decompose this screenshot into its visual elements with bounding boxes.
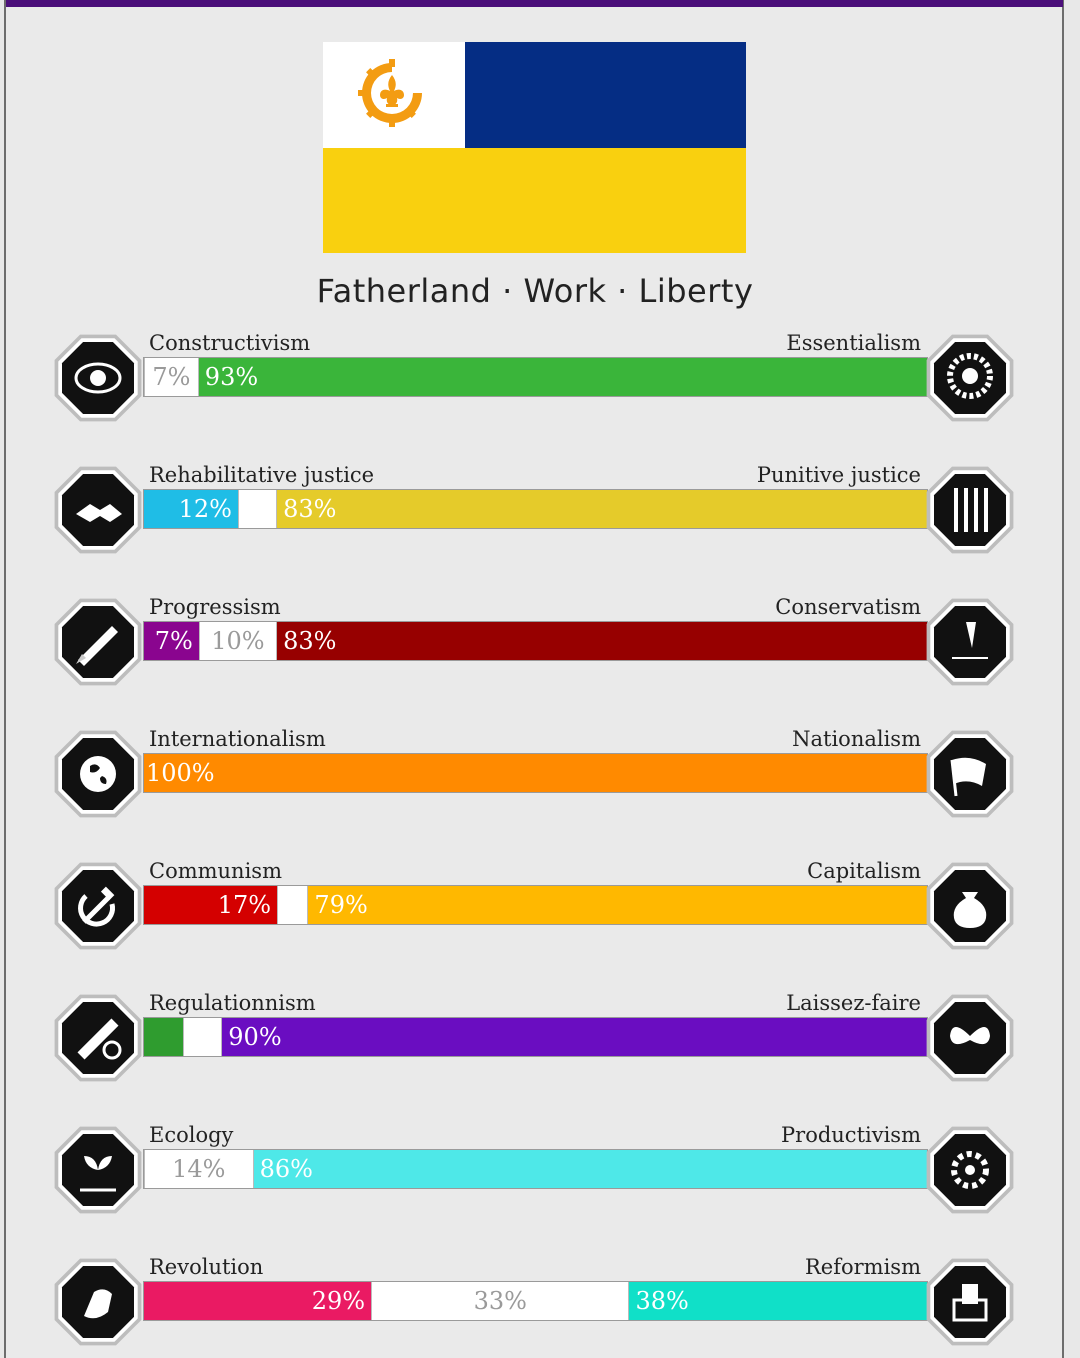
motto: Fatherland · Work · Liberty — [316, 272, 754, 310]
axis-left-segment: 100% — [144, 754, 927, 792]
axis-right-label: Laissez-faire — [786, 991, 921, 1015]
axis-right-segment: 90% — [222, 1018, 927, 1056]
gear-fleur-de-lis-icon — [356, 57, 428, 129]
axis-right-segment: 83% — [277, 490, 927, 528]
top-accent-bar — [6, 0, 1063, 7]
factory-gear-icon — [922, 1122, 1018, 1218]
axis-left-segment: 7% — [144, 622, 199, 660]
axis-right-label: Nationalism — [792, 727, 921, 751]
axis-left-segment: 17% — [144, 886, 277, 924]
hammer-sickle-icon — [50, 858, 146, 954]
axis-bar — [143, 357, 928, 397]
axis-bar — [143, 753, 928, 793]
eye-icon — [50, 330, 146, 426]
axis-row — [0, 726, 1080, 826]
axis-right-label: Reformism — [804, 1255, 921, 1279]
axis-right-label: Punitive justice — [756, 463, 921, 487]
sprout-icon — [50, 1122, 146, 1218]
flag — [323, 42, 746, 253]
axis-bar — [143, 1017, 928, 1057]
axis-row — [0, 330, 1080, 430]
axis-row — [0, 594, 1080, 694]
axis-left-label: Constructivism — [149, 331, 311, 355]
axis-right-label: Conservatism — [775, 595, 921, 619]
axis-center-segment: 14% — [144, 1150, 254, 1188]
axis-left-label: Regulationnism — [149, 991, 316, 1015]
handshake-icon — [50, 462, 146, 558]
flower-icon — [922, 330, 1018, 426]
axis-right-label: Productivism — [781, 1123, 921, 1147]
rocket-icon — [50, 594, 146, 690]
axis-row — [0, 858, 1080, 958]
money-bag-icon — [922, 858, 1018, 954]
axis-left-label: Rehabilitative justice — [149, 463, 375, 487]
axis-row — [0, 1254, 1080, 1354]
axis-left-label: Progressism — [149, 595, 281, 619]
axis-center-segment: 10% — [199, 622, 277, 660]
prison-bars-icon — [922, 462, 1018, 558]
axis-left-segment — [144, 1018, 183, 1056]
fist-icon — [50, 1254, 146, 1350]
flag-gold-stripe — [323, 148, 746, 253]
axis-bar — [143, 1149, 928, 1189]
axis-right-segment: 83% — [277, 622, 927, 660]
flag-blue-field — [465, 42, 746, 148]
axis-right-segment: 93% — [199, 358, 927, 396]
axis-left-label: Ecology — [149, 1123, 234, 1147]
axis-right-segment: 38% — [629, 1282, 927, 1320]
axis-right-segment: 86% — [254, 1150, 927, 1188]
axis-right-label: Essentialism — [786, 331, 921, 355]
axis-bar — [143, 489, 928, 529]
axis-center-segment — [277, 886, 308, 924]
globe-icon — [50, 726, 146, 822]
axis-left-segment: 29% — [144, 1282, 371, 1320]
butterfly-icon — [922, 990, 1018, 1086]
flag-icon — [922, 726, 1018, 822]
ballot-box-icon — [922, 1254, 1018, 1350]
axis-center-segment: 7% — [144, 358, 199, 396]
quill-icon — [922, 594, 1018, 690]
axis-left-segment: 12% — [144, 490, 238, 528]
axis-row — [0, 1122, 1080, 1222]
axis-left-label: Communism — [149, 859, 282, 883]
axis-bar — [143, 1281, 928, 1321]
axis-bar — [143, 885, 928, 925]
axis-center-segment — [238, 490, 277, 528]
axis-row — [0, 990, 1080, 1090]
axis-left-label: Revolution — [149, 1255, 264, 1279]
axis-left-label: Internationalism — [149, 727, 326, 751]
axis-center-segment — [183, 1018, 222, 1056]
axis-right-segment: 79% — [308, 886, 927, 924]
axis-right-label: Capitalism — [807, 859, 921, 883]
axis-row — [0, 462, 1080, 562]
axis-bar — [143, 621, 928, 661]
axis-center-segment: 33% — [371, 1282, 629, 1320]
ruler-icon — [50, 990, 146, 1086]
